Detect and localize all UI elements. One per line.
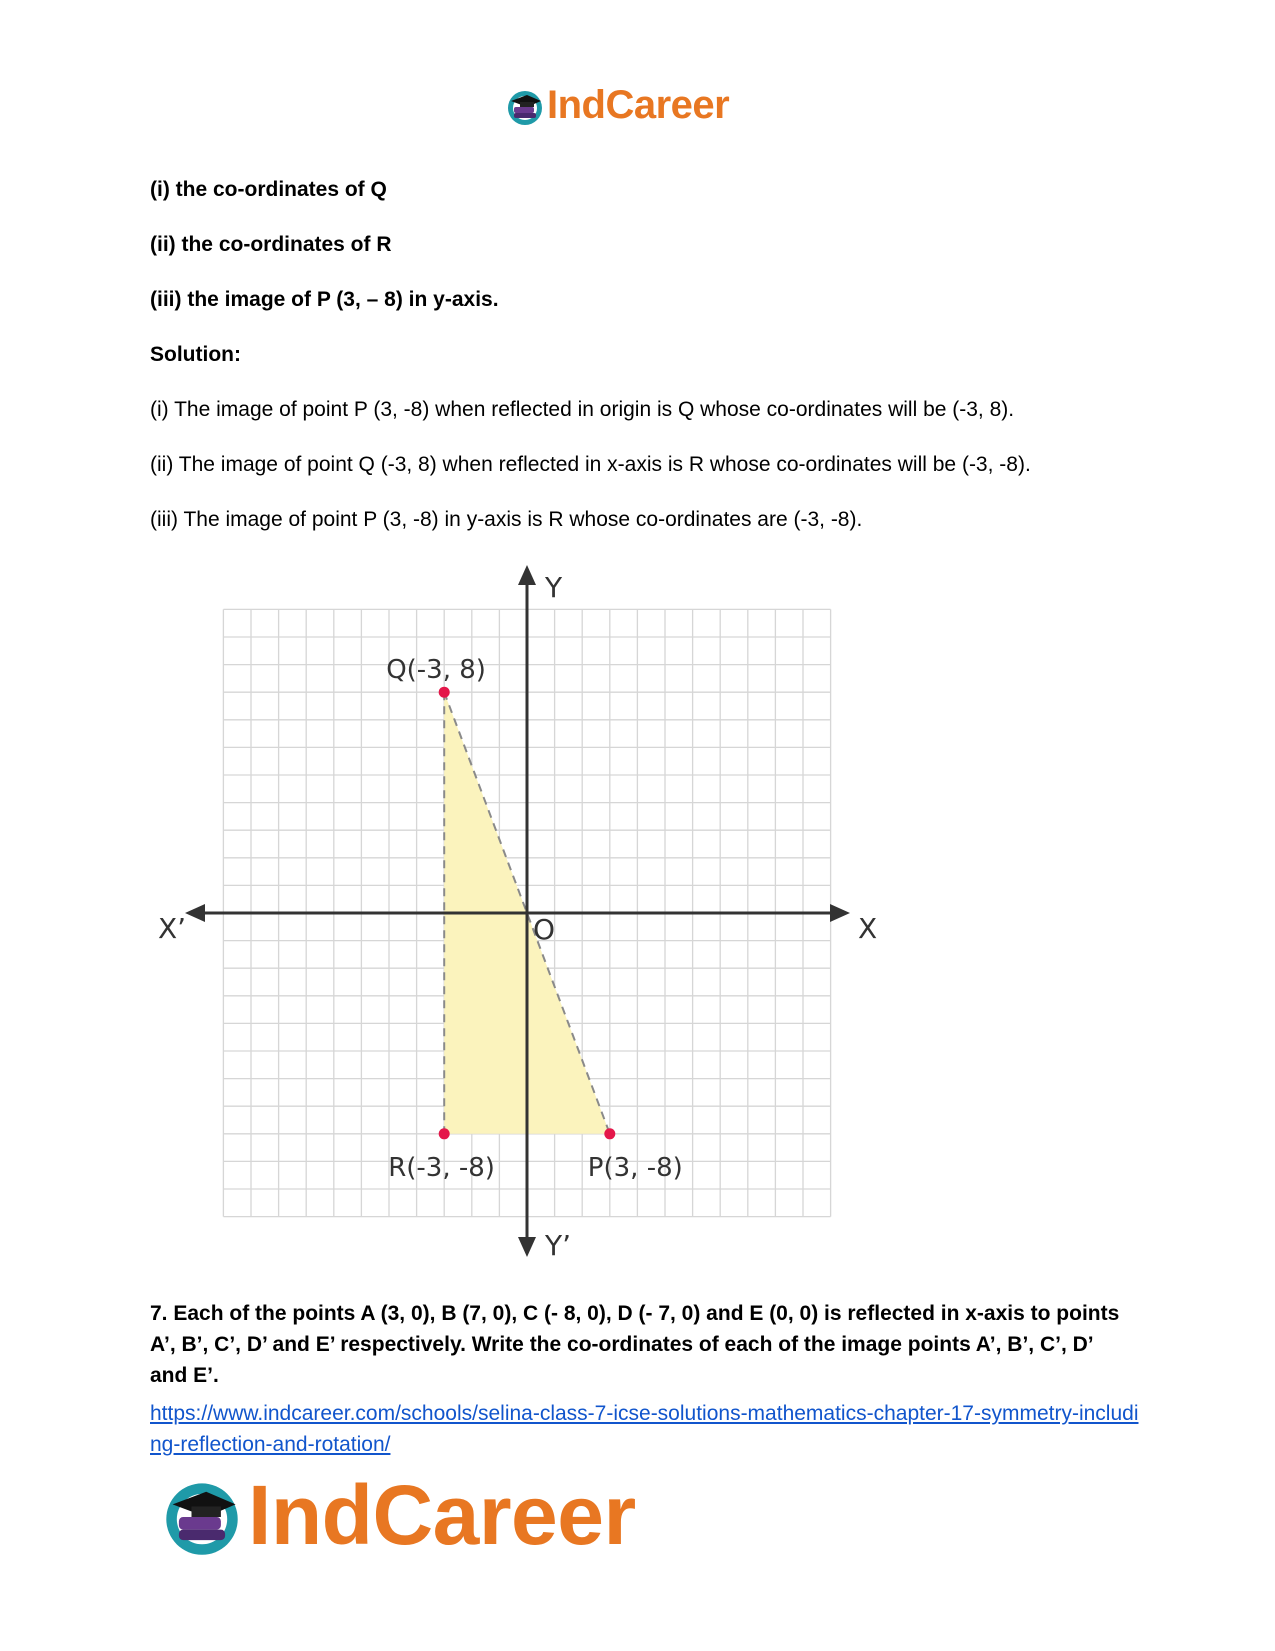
question-part-ii: (ii) the co-ordinates of R (150, 233, 392, 256)
y-neg-axis-label: Y’ (545, 1229, 572, 1262)
point-marker (439, 1128, 450, 1139)
solution-line-iii: (iii) The image of point P (3, -8) in y-axis is R whose co-ordinates are (-3, -8). (150, 508, 863, 531)
logo-wordmark: IndCareer (248, 1468, 636, 1562)
point-label: R(-3, -8) (388, 1152, 495, 1183)
coordinate-figure (150, 565, 910, 1280)
y-axis-arrow-up-icon (518, 565, 536, 585)
solution-line-ii: (ii) The image of point Q (-3, 8) when reflected in x-axis is R whose co-ordinates will be (-3, -8). (150, 453, 1031, 476)
graduation-cap-icon (505, 87, 545, 127)
question-part-iii: (iii) the image of P (3, – 8) in y-axis. (150, 288, 499, 311)
x-axis-arrow-right-icon (830, 904, 850, 922)
x-axis-label: X (858, 912, 878, 945)
solution-heading: Solution: (150, 343, 241, 366)
point-label: P(3, -8) (587, 1152, 683, 1183)
point-marker (439, 687, 450, 698)
y-axis-label: Y (545, 571, 563, 604)
y-axis-arrow-down-icon (518, 1237, 536, 1257)
question-part-i: (i) the co-ordinates of Q (150, 178, 387, 201)
question-7: 7. Each of the points A (3, 0), B (7, 0), C (- 8, 0), D (- 7, 0) and E (0, 0) is reflected in x-axis to points A’, B’, C’, D’ and E’ respectively. Write the co-ordinates of each of the image points A’, B’, C’, D’ and E’. (150, 1302, 1120, 1387)
x-neg-axis-label: X’ (158, 912, 187, 945)
x-axis-arrow-left-icon (185, 904, 205, 922)
solution-line-i: (i) The image of point P (3, -8) when reflected in origin is Q whose co-ordinates will be (-3, 8). (150, 398, 1015, 421)
logo-wordmark: IndCareer (547, 83, 730, 127)
origin-label: O (533, 913, 556, 946)
coordinate-graph (150, 565, 910, 1275)
source-link[interactable]: https://www.indcareer.com/schools/selina-class-7-icse-solutions-mathematics-chapter-17-symmetry-including-reflection-and-rotation/ (150, 1402, 1139, 1456)
graduation-cap-icon (160, 1475, 244, 1559)
point-label: Q(-3, 8) (386, 655, 486, 686)
point-marker (604, 1128, 615, 1139)
